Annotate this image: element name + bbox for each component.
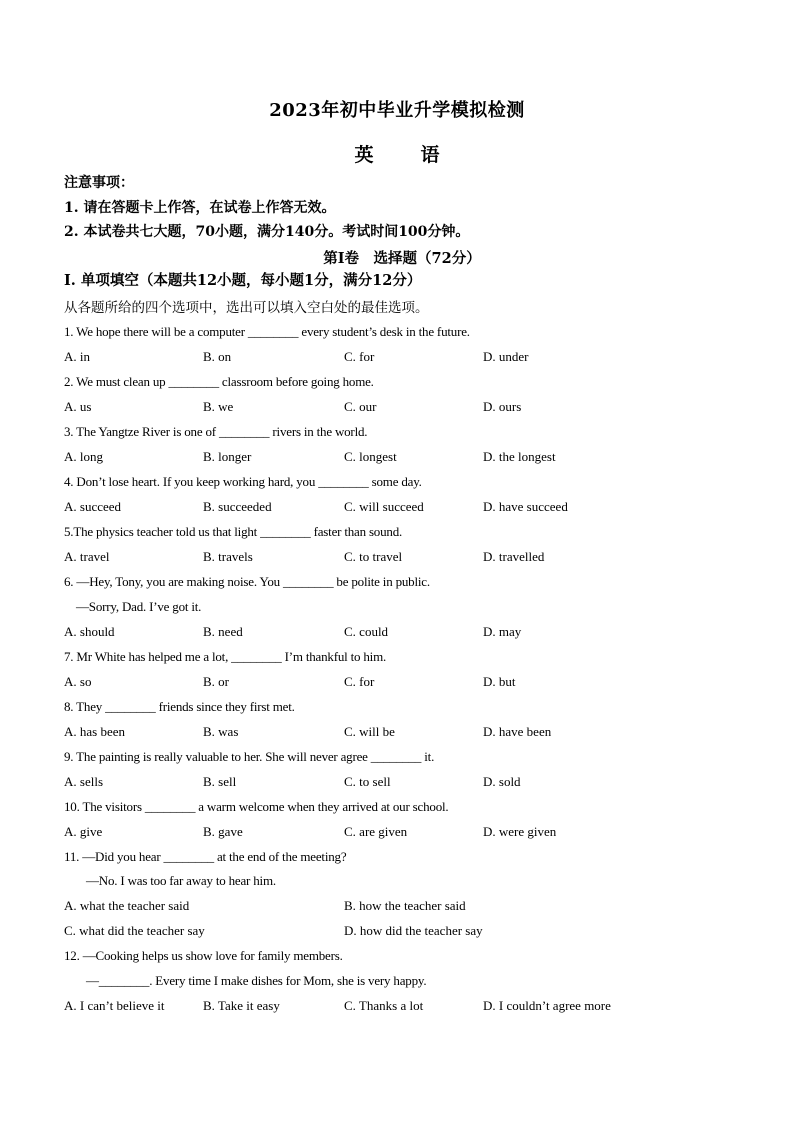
option-a: A. has been [64,724,126,739]
options-row [64,549,744,565]
subject-title: 英 语 [354,144,454,166]
question-stem: 8. They ________ friends since they first met. [64,699,295,714]
option-d: D. were given [483,824,557,839]
option-c: C. could [344,624,389,639]
question-stem: 1. We hope there will be a computer ________ every student’s desk in the future. [64,324,470,339]
option-d: D. I couldn’t agree more [483,998,611,1013]
option-b: B. travels [203,549,253,564]
option-a: A. succeed [64,499,122,514]
options-row [64,624,744,640]
question-stem: 10. The visitors ________ a warm welcome when they arrived at our school. [64,799,449,814]
option-a: A. sells [64,774,103,789]
option-d: D. travelled [483,549,545,564]
notice-heading: 注意事项： [64,175,134,191]
question-stem: 3. The Yangtze River is one of ________ rivers in the world. [64,424,368,439]
option-b: B. how the teacher said [344,898,466,913]
option-c: C. longest [344,449,397,464]
question-stem: 11. —Did you hear ________ at the end of the meeting? [64,849,347,864]
option-d: D. ours [483,399,522,414]
section-heading: Ⅰ. 单项填空（本题共12小题，每小题1分，满分12分） [64,272,422,289]
option-d: D. may [483,624,522,639]
question-stem: 4. Don’t lose heart. If you keep working hard, you ________ some day. [64,474,422,489]
option-d: D. under [483,349,529,364]
question-response: —________. Every time I make dishes for Mom, she is very happy. [86,973,427,988]
options-row [64,774,744,790]
option-d: D. have succeed [483,499,568,514]
option-a: A. what the teacher said [64,898,190,913]
option-a: A. long [64,449,103,464]
option-b: B. succeeded [203,499,272,514]
option-c: C. for [344,349,375,364]
option-b: B. sell [203,774,237,789]
exam-title: 2023年初中毕业升学模拟检测 [269,100,525,121]
option-d: D. how did the teacher say [344,923,483,938]
options-row [64,499,744,515]
option-a: A. in [64,349,90,364]
question-stem: 9. The painting is really valuable to her. She will never agree ________ it. [64,749,435,764]
options-row [64,349,744,365]
options-row [64,998,744,1014]
options-row [64,824,744,840]
option-c: C. what did the teacher say [64,923,205,938]
volume-heading: 第Ⅰ卷 选择题（72分） [323,250,481,267]
option-c: C. our [344,399,377,414]
option-b: B. or [203,674,229,689]
option-c: C. Thanks a lot [344,998,424,1013]
option-d: D. the longest [483,449,556,464]
option-d: D. have been [483,724,552,739]
question-stem: 7. Mr White has helped me a lot, ________ I’m thankful to him. [64,649,387,664]
question-stem: 12. —Cooking helps us show love for family members. [64,948,343,963]
option-b: B. longer [203,449,252,464]
options-row [64,674,744,690]
option-a: A. give [64,824,103,839]
notice-item-2: 2. 本试卷共七大题，70小题，满分140分。考试时间100分钟。 [64,224,470,240]
notice-item-1: 1. 请在答题卡上作答，在试卷上作答无效。 [64,200,336,216]
question-response: —Sorry, Dad. I’ve got it. [76,599,202,614]
option-a: A. should [64,624,115,639]
option-a: A. I can’t believe it [64,998,165,1013]
option-b: B. we [203,399,234,414]
option-a: A. travel [64,549,110,564]
option-c: C. will be [344,724,395,739]
option-a: A. us [64,399,92,414]
option-d: D. but [483,674,516,689]
options-row [64,399,744,415]
options-row [64,923,744,939]
question-stem: 5.The physics teacher told us that light ________ faster than sound. [64,524,403,539]
option-c: C. to sell [344,774,391,789]
option-b: B. need [203,624,243,639]
options-row [64,449,744,465]
option-b: B. was [203,724,239,739]
option-b: B. on [203,349,232,364]
option-a: A. so [64,674,92,689]
option-b: B. Take it easy [203,998,280,1013]
question-stem: 6. —Hey, Tony, you are making noise. You ________ be polite in public. [64,574,430,589]
options-row [64,898,744,914]
option-c: C. are given [344,824,408,839]
option-d: D. sold [483,774,521,789]
option-c: C. will succeed [344,499,424,514]
options-row [64,724,744,740]
question-stem: 2. We must clean up ________ classroom before going home. [64,374,374,389]
question-response: —No. I was too far away to hear him. [86,873,276,888]
section-instruction: 从各题所给的四个选项中，选出可以填入空白处的最佳选项。 [64,300,429,316]
option-c: C. for [344,674,375,689]
option-b: B. gave [203,824,243,839]
option-c: C. to travel [344,549,403,564]
